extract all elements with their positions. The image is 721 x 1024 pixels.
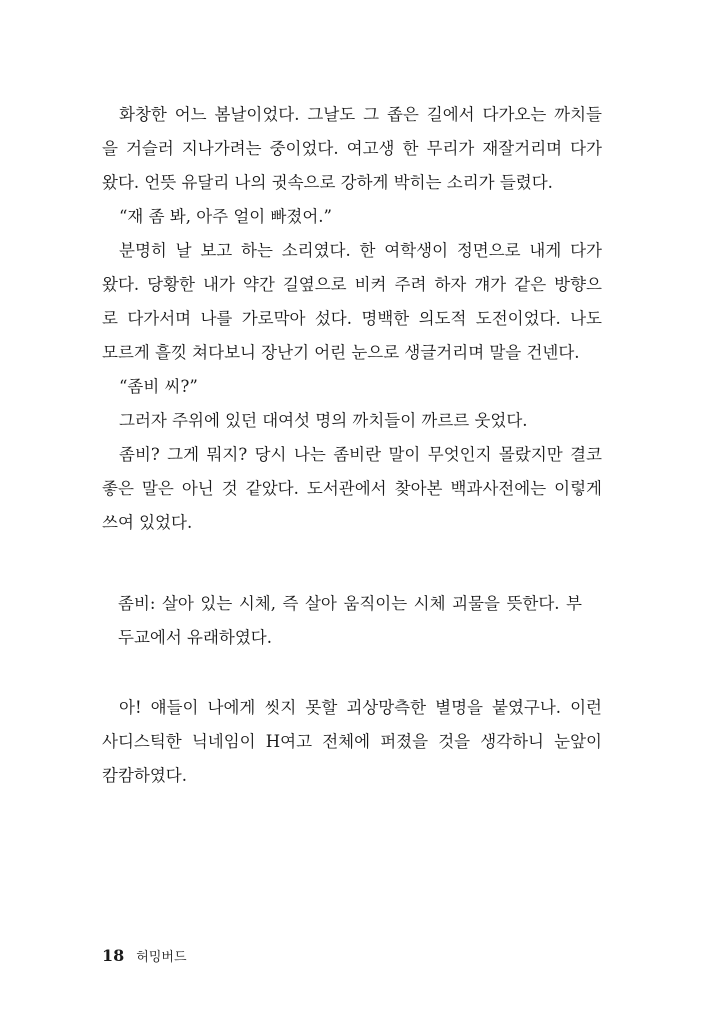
text-line: 을 거슬러 지나가려는 중이었다. 여고생 한 무리가 재잘거리며 다가 [102,139,602,158]
text-line: 아! 얘들이 나에게 씻지 못할 괴상망측한 별명을 붙였구나. 이런 [119,698,602,717]
text-line: 분명히 날 보고 하는 소리였다. 한 여학생이 정면으로 내게 다가 [119,241,602,260]
text-line: 왔다. 당황한 내가 약간 길옆으로 비켜 주려 하자 걔가 같은 방향으 [102,275,602,294]
body-text-block-1 [102,98,602,540]
quote-line: 두교에서 유래하였다. [118,628,272,647]
text-line: 좀비? 그게 뭐지? 당시 나는 좀비란 말이 무엇인지 몰랐지만 결코 [119,445,602,464]
page-number: 18 [102,946,125,965]
dialogue-line: “재 좀 봐, 아주 얼이 빠졌어.” [119,207,332,226]
body-text-block-2 [102,691,602,793]
quote-line: 좀비: 살아 있는 시체, 즉 살아 움직이는 시체 괴물을 뜻한다. 부 [118,594,582,613]
text-line: 로 다가서며 나를 가로막아 섰다. 명백한 의도적 도전이었다. 나도 [102,309,602,328]
text-line: 화창한 어느 봄날이었다. 그날도 그 좁은 길에서 다가오는 까치들 [119,105,602,124]
running-title: 허밍버드 [136,950,187,965]
text-line: 모르게 흘낏 쳐다보니 장난기 어린 눈으로 생글거리며 말을 건넨다. [102,343,580,362]
dialogue-line: “좀비 씨?” [119,377,198,396]
encyclopedia-quote [118,587,582,655]
text-line: 왔다. 언뜻 유달리 나의 귓속으로 강하게 박히는 소리가 들렸다. [102,173,553,192]
page-footer [102,946,187,965]
text-line: 캄캄하였다. [102,766,187,785]
text-line: 쓰여 있었다. [102,513,193,532]
text-line: 사디스틱한 닉네임이 H여고 전체에 퍼졌을 것을 생각하니 눈앞이 [102,732,602,751]
text-line: 그러자 주위에 있던 대여섯 명의 까치들이 까르르 웃었다. [119,411,528,430]
text-line: 좋은 말은 아닌 것 같았다. 도서관에서 찾아본 백과사전에는 이렇게 [102,479,602,498]
